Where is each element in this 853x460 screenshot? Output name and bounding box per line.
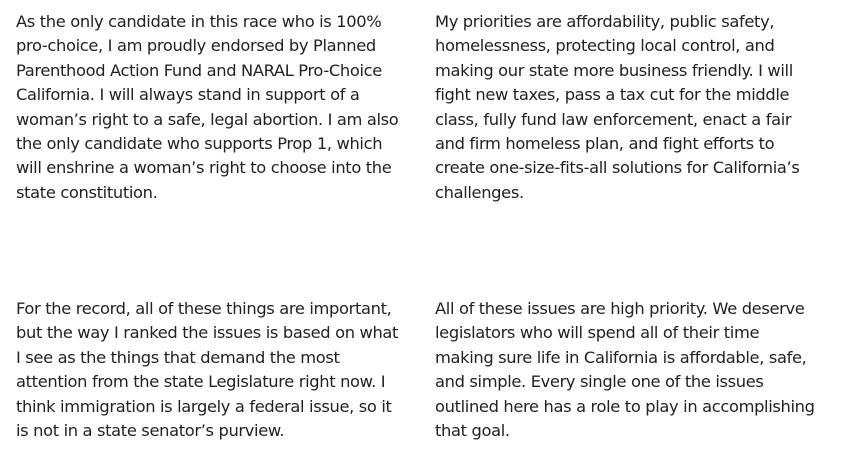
response-line: For the record, all of these things are important, bbox=[16, 299, 392, 318]
response-line: making sure life in California is affordable, safe, bbox=[435, 347, 807, 367]
response-line: attention from the state Legislature right now. I bbox=[16, 372, 386, 392]
response-line: As the only candidate in this race who is 100% bbox=[16, 12, 382, 31]
response-line: All of these issues are high priority. We deserve bbox=[435, 299, 805, 318]
response-cell-1 bbox=[16, 10, 431, 205]
response-cell-4 bbox=[435, 297, 850, 443]
response-line: woman’s right to a safe, legal abortion. I am also bbox=[16, 109, 399, 129]
response-line: outlined here has a role to play in accomplishing bbox=[435, 396, 815, 416]
response-cell-3 bbox=[16, 297, 431, 443]
response-cell-2 bbox=[435, 10, 850, 205]
response-line: but the way I ranked the issues is based on what bbox=[16, 323, 399, 343]
response-line: think immigration is largely a federal issue, so it bbox=[16, 396, 392, 416]
response-line: making our state more business friendly. I will bbox=[435, 60, 793, 80]
response-line: create one-size-fits-all solutions for California’s bbox=[435, 158, 800, 178]
response-line: will enshrine a woman’s right to choose into the bbox=[16, 158, 392, 178]
response-line: challenges. bbox=[435, 182, 524, 202]
response-line: state constitution. bbox=[16, 182, 158, 202]
response-line: the only candidate who supports Prop 1, which bbox=[16, 134, 383, 154]
response-line: legislators who will spend all of their time bbox=[435, 323, 760, 343]
response-line: homelessness, protecting local control, and bbox=[435, 36, 775, 56]
response-line: I see as the things that demand the most bbox=[16, 347, 340, 367]
response-line: is not in a state senator’s purview. bbox=[16, 421, 285, 441]
response-line: Parenthood Action Fund and NARAL Pro-Choice bbox=[16, 60, 382, 80]
response-line: and simple. Every single one of the issues bbox=[435, 372, 764, 392]
response-line: pro-choice, I am proudly endorsed by Planned bbox=[16, 36, 376, 56]
response-line: and firm homeless plan, and fight efforts to bbox=[435, 134, 775, 154]
response-line: that goal. bbox=[435, 421, 510, 441]
response-line: California. I will always stand in support of a bbox=[16, 85, 360, 105]
response-line: fight new taxes, pass a tax cut for the middle bbox=[435, 85, 790, 105]
response-line: My priorities are affordability, public safety, bbox=[435, 12, 775, 31]
response-line: class, fully fund law enforcement, enact a fair bbox=[435, 109, 792, 129]
